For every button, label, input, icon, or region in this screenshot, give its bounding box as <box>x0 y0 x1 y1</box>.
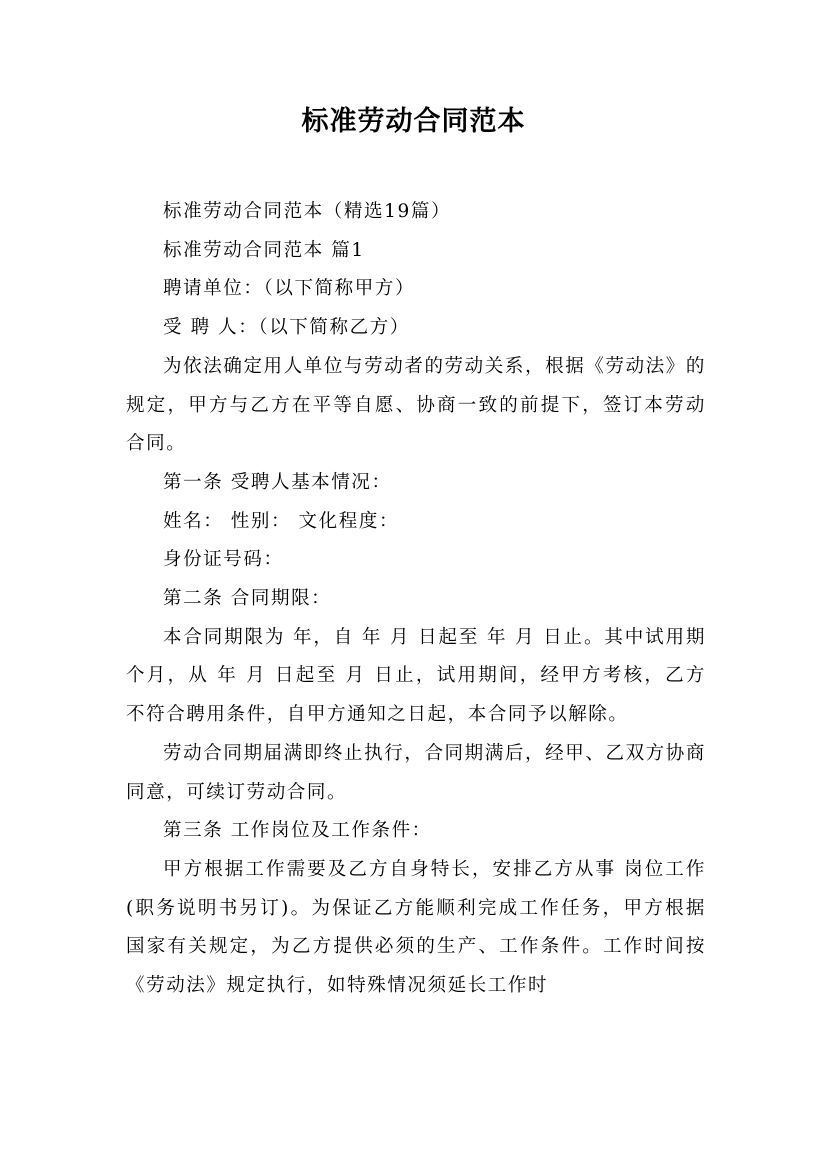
paragraph-employer: 聘请单位：（以下简称甲方） <box>163 278 416 300</box>
paragraph-personal-info: 姓名： 性别： 文化程度： <box>163 510 400 532</box>
document-body <box>126 193 706 1006</box>
paragraph-clause-1-heading: 第一条 受聘人基本情况： <box>163 471 392 493</box>
paragraph-id-number: 身份证号码： <box>163 549 284 571</box>
paragraph-contract-term: 本合同期限为 年，自 年 月 日起至 年 月 日止。其中试用期 个月，从 年 月 日起至 月 日止，试用期间，经甲方考核，乙方不符合聘用条件，自甲方通知之日起，本合同予以解除。 <box>126 626 706 726</box>
document-title: 标准劳动合同范本 <box>301 106 526 137</box>
paragraph-article-heading: 标准劳动合同范本 篇1 <box>163 239 365 261</box>
paragraph-clause-3-heading: 第三条 工作岗位及工作条件： <box>163 820 432 842</box>
paragraph-employee: 受 聘 人：（以下简称乙方） <box>163 317 410 339</box>
paragraph-job-position: 甲方根据工作需要及乙方自身特长，安排乙方从事 岗位工作(职务说明书另订)。为保证乙方能顺利完成工作任务，甲方根据国家有关规定，为乙方提供必须的生产、工作条件。工作时间按《劳动法》规定执行，如特殊情况须延长工作时 <box>126 858 706 997</box>
paragraph-collection-title: 标准劳动合同范本（精选19篇） <box>163 201 452 222</box>
paragraph-clause-2-heading: 第二条 合同期限： <box>163 588 332 610</box>
paragraph-preamble: 为依法确定用人单位与劳动者的劳动关系，根据《劳动法》的规定，甲方与乙方在平等自愿、协商一致的前提下，签订本劳动合同。 <box>126 355 706 455</box>
paragraph-contract-renewal: 劳动合同期届满即终止执行，合同期满后，经甲、乙双方协商同意，可续订劳动合同。 <box>126 742 706 803</box>
